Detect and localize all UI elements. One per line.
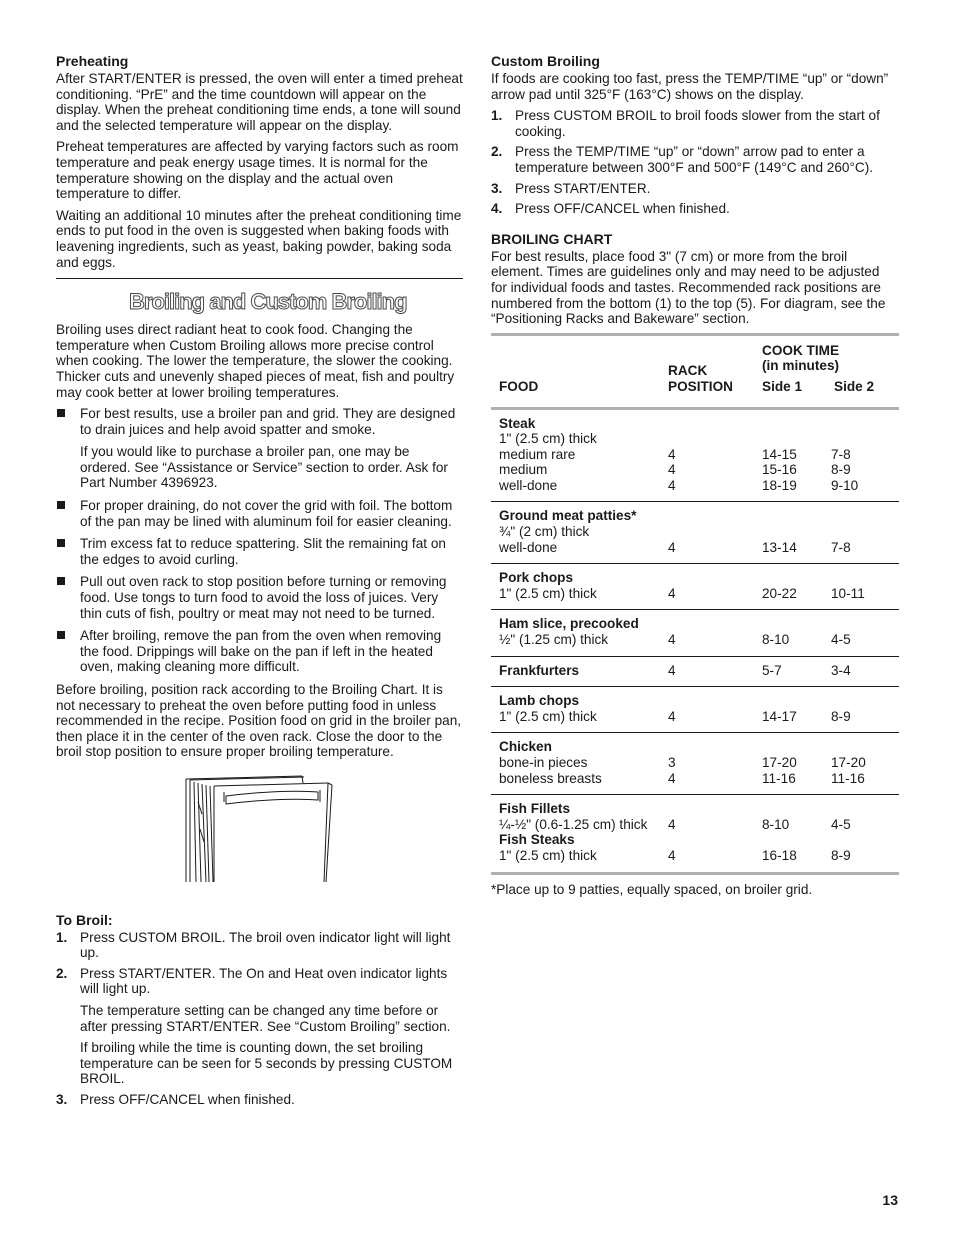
value-line: 13-14 [762,539,797,555]
value-line: 4-5 [831,632,851,648]
cell-food [491,733,668,795]
cell-food [491,687,668,733]
preheating-paragraph: Preheat temperatures are affected by varying factors such as room temperature and peak energy usage times. It is normal for the temperature showing on the display and the actual oven temperature to differ. [56,139,459,202]
value-line: 14-17 [762,708,797,724]
list-item [491,201,899,217]
value-line [831,524,899,540]
step-subtext: The temperature setting can be changed any time before or after pressing START/ENTER. See “Custom Broiling” section. [80,1002,451,1034]
food-line: 1" (2.5 cm) thick [499,708,597,724]
value-line: 7-8 [831,446,851,462]
value-line: 8-9 [831,462,851,478]
value-line: 20-22 [762,585,797,601]
value-line: 4 [668,816,676,832]
value-line: 8-10 [762,816,790,832]
bullet-text: After broiling, remove the pan from the oven when removing the food. Drippings will bake on the pan if left in the heated oven, making cleaning more difficult. [80,628,442,675]
cell-side2 [831,687,899,733]
value-line [762,739,831,755]
cell-side1 [762,564,831,610]
food-line: medium rare [499,446,576,462]
header-cook-line1: COOK TIME [762,342,840,358]
cell-food [491,502,668,564]
bullet-square-icon [57,539,65,547]
value-line [668,524,762,540]
cell-food [491,656,668,687]
cell-rack [668,687,762,733]
value-line: 4 [668,662,676,678]
value-line [668,693,762,709]
table-row [491,795,899,873]
food-line: Pork chops [499,570,574,586]
value-line [668,801,762,817]
broiling-chart-intro: For best results, place food 3" (7 cm) or more from the broil element. Times are guidelines only and may need to be adjusted for individual foods and tastes. Recommended rack positions are numbered from the bottom (1) to the top (5). For diagram, see the “Positioning Racks and Bakeware” section. [491,248,886,327]
value-line: 11-16 [762,770,796,786]
value-line: 7-8 [831,539,851,555]
value-line: 14-15 [762,446,797,462]
value-line [668,508,762,524]
preheating-paragraph: Waiting an additional 10 minutes after the preheat conditioning time ends to put food in the oven is suggested when baking foods with leavening ingredients, such as yeast, baking powder, baking soda and eggs. [56,207,462,270]
food-line: 1" (2.5 cm) thick [499,431,597,447]
food-line: Frankfurters [499,662,580,678]
value-line [668,739,762,755]
value-line: 3 [668,755,676,770]
preheating-section [56,53,463,270]
step-number: 1. [56,929,68,945]
bullet-square-icon [57,409,65,417]
value-line: 8-10 [762,632,790,648]
value-line: 11-16 [831,770,865,786]
left-column [56,53,463,1113]
table-row [491,564,899,610]
step-text: Press OFF/CANCEL when finished. [80,1091,295,1107]
value-line [762,431,831,447]
value-line: 9-10 [831,477,859,493]
value-line: 5-7 [762,662,782,678]
bullet-square-icon [57,577,65,585]
bullet-text: For proper draining, do not cover the grid with foil. The bottom of the pan may be lined with aluminum foil for easier cleaning. [80,498,453,529]
right-column [491,53,899,903]
value-line: 4 [668,462,676,478]
cell-side2 [831,502,899,564]
food-line: Ham slice, precooked [499,616,639,632]
value-line [668,431,762,447]
list-item [491,144,899,175]
header-side2: Side 2 [834,378,875,394]
value-line: 8-9 [831,847,851,863]
bullet-square-icon [57,501,65,509]
broiling-section-title: Broiling and Custom Broiling [129,289,407,315]
header-food-label: FOOD [499,378,539,394]
value-line [831,616,899,632]
value-line [762,616,831,632]
preheating-paragraph: After START/ENTER is pressed, the oven will enter a timed preheat conditioning. “PrE” and the time countdown will appear on the display. When the preheat conditioning time ends, a tone will sound and the selected temperature will appear on the display. [56,71,463,133]
list-item [56,1092,463,1108]
step-text: Press CUSTOM BROIL to broil foods slower from the start of cooking. [515,108,880,139]
value-line: 4-5 [831,816,851,832]
step-text: Press START/ENTER. The On and Heat oven indicator lights will light up. [80,965,448,997]
step-subtext: If broiling while the time is counting down, the set broiling temperature can be seen for 5 seconds by pressing CUSTOM BROIL. [80,1040,453,1087]
value-line: 4 [668,477,676,493]
chart-footnote: *Place up to 9 patties, equally spaced, on broiler grid. [491,881,813,897]
cell-side2 [831,795,899,873]
food-line: ¾" (2 cm) thick [499,524,590,540]
value-line: 10-11 [831,585,865,601]
broiling-intro: Broiling uses direct radiant heat to cook food. Changing the temperature when Custom Broiling allows more precise control when cooking. The lower the temperature, the slower the cooking. Thicker cuts and unevenly shaped pieces of meat, fish and poultry may cook better at lower broiling temperatures. [56,322,455,400]
table-row [491,610,899,656]
value-line: 8-9 [831,708,851,724]
list-item [56,628,463,675]
value-line: 15-16 [762,462,797,478]
step-number: 1. [491,108,503,124]
list-item [491,181,899,197]
cell-food [491,408,668,502]
value-line: 4 [668,708,676,724]
section-divider [56,278,463,279]
cell-rack [668,408,762,502]
value-line [762,524,831,540]
value-line: 4 [668,770,676,786]
cell-food [491,610,668,656]
cell-food [491,564,668,610]
step-text: Press START/ENTER. [515,180,651,196]
food-line: boneless breasts [499,770,602,786]
table-header-row [491,334,899,408]
value-line: 18-19 [762,477,797,493]
cell-rack [668,502,762,564]
cell-side2 [831,564,899,610]
value-line: 17-20 [762,755,797,770]
broiling-chart-section [491,231,899,897]
to-broil-steps [56,930,463,1108]
food-line: 1" (2.5 cm) thick [499,585,597,601]
table-row [491,687,899,733]
value-line [831,508,899,524]
broiling-chart-heading: BROILING CHART [491,230,613,247]
cell-side2 [831,656,899,687]
value-line [762,693,831,709]
value-line [831,739,899,755]
table-row [491,656,899,687]
value-line [762,416,831,432]
cell-side1 [762,733,831,795]
value-line [668,416,762,432]
value-line [831,832,899,848]
oven-door-broil-stop-illustration [56,774,463,884]
cell-side1 [762,502,831,564]
list-item [56,574,463,621]
value-line [668,570,762,586]
to-broil-heading: To Broil: [56,911,113,928]
header-rack-line1: RACK [668,363,708,379]
food-line: bone-in pieces [499,755,588,770]
table-row [491,408,899,502]
step-number: 2. [491,144,503,160]
cell-side1 [762,408,831,502]
food-line: Lamb chops [499,693,580,709]
step-number: 2. [56,965,68,981]
food-line: ½" (1.25 cm) thick [499,632,609,648]
value-line [831,570,899,586]
cell-rack [668,733,762,795]
value-line: 4 [668,585,676,601]
cell-side2 [831,610,899,656]
list-item [56,930,463,961]
cell-rack [668,564,762,610]
table-row [491,502,899,564]
value-line [831,431,899,447]
value-line [831,416,899,432]
header-cook-time [762,334,899,408]
step-text: Press the TEMP/TIME “up” or “down” arrow pad to enter a temperature between 300°F and 500°F (149°C and 260°C). [515,144,874,175]
step-number: 3. [56,1091,68,1107]
cell-side1 [762,610,831,656]
cell-side1 [762,656,831,687]
value-line: 16-18 [762,847,797,863]
bullet-text: Pull out oven rack to stop position before turning or removing food. Use tongs to turn food to avoid the loss of juices. Very thin cuts of fish, poultry or meat may not need to be turned. [80,574,447,621]
to-broil-section [56,912,463,1108]
food-line: ¼-½" (0.6-1.25 cm) thick [499,816,648,832]
page-number: 13 [882,1192,898,1208]
header-rack-position [668,334,762,408]
step-number: 4. [491,201,503,217]
header-cook-line2: (in minutes) [762,358,840,374]
header-food [491,334,668,408]
value-line [762,801,831,817]
custom-broiling-heading: Custom Broiling [491,53,600,69]
list-item [56,536,463,567]
step-text: Press OFF/CANCEL when finished. [515,201,730,217]
bullet-square-icon [57,631,65,639]
broiling-chart-body [491,408,899,873]
cell-rack [668,610,762,656]
custom-broiling-intro: If foods are cooking too fast, press the TEMP/TIME “up” or “down” arrow pad until 325°F (163°C) shows on the display. [491,71,889,102]
bullet-text: For best results, use a broiler pan and grid. They are designed to drain juices and help avoid spatter and smoke. [80,406,456,437]
custom-broiling-steps [491,108,899,217]
food-line: Chicken [499,739,552,755]
value-line [668,616,762,632]
list-item [56,966,463,1087]
cell-side2 [831,733,899,795]
before-broiling-paragraph: Before broiling, position rack according to the Broiling Chart. It is not necessary to preheat the oven before putting food in unless recommended in the recipe. Position food on grid in the broiler pan, then place it in the center of the oven rack. Close the door to the broil stop position to ensure proper broiling temperature. [56,682,462,760]
broiling-chart-table [491,333,899,875]
bullet-subtext: If you would like to purchase a broiler pan, one may be ordered. See “Assistance or Service” section to order. Ask for Part Number 4396923. [80,444,448,491]
table-row [491,733,899,795]
cell-rack [668,795,762,873]
step-number: 3. [491,180,503,196]
food-line: 1" (2.5 cm) thick [499,847,597,863]
value-line [762,832,831,848]
value-line: 4 [668,847,676,863]
list-item [56,498,463,529]
step-text: Press CUSTOM BROIL. The broil oven indicator light will light up. [80,929,451,961]
food-line: medium [499,462,548,478]
broiling-tips-list [56,406,463,675]
preheating-heading: Preheating [56,53,129,69]
value-line [762,570,831,586]
cell-side1 [762,687,831,733]
value-line: 4 [668,632,676,648]
list-item [56,406,463,491]
value-line [668,832,762,848]
bullet-text: Trim excess fat to reduce spattering. Slit the remaining fat on the edges to avoid curling. [80,536,446,567]
value-line [762,508,831,524]
value-line: 17-20 [831,755,866,770]
custom-broiling-section [491,53,899,217]
value-line [831,693,899,709]
cell-rack [668,656,762,687]
food-line: Steak [499,415,536,431]
value-line: 4 [668,539,676,555]
cell-side1 [762,795,831,873]
food-line: Fish Steaks [499,832,575,848]
food-line: Fish Fillets [499,801,571,817]
food-line: well-done [499,539,558,555]
header-side1: Side 1 [762,378,803,394]
cell-side2 [831,408,899,502]
value-line [831,801,899,817]
header-rack-line2: POSITION [668,378,733,394]
value-line: 3-4 [831,662,851,678]
value-line: 4 [668,446,676,462]
food-line: Ground meat patties* [499,508,637,524]
food-line: well-done [499,477,558,493]
cell-food [491,795,668,873]
list-item [491,108,899,139]
